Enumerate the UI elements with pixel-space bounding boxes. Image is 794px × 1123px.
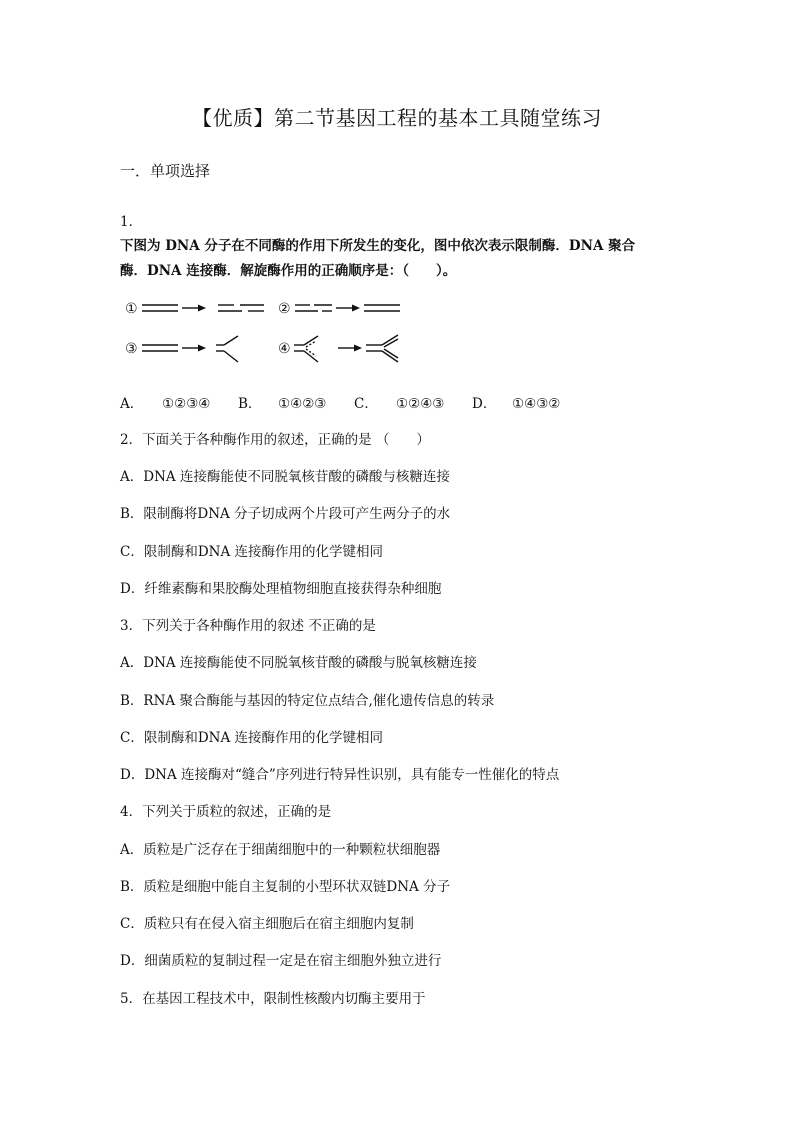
question-2-option-c: C．限制酶和DNA 连接酶作用的化学键相同 <box>120 544 384 560</box>
question-5-stem: 5．在基因工程技术中，限制性核酸内切酶主要用于 <box>120 991 426 1007</box>
option-b-text: ①④②③ <box>278 396 327 412</box>
option-d-letter: D． <box>472 396 497 412</box>
question-3-option-a: A．DNA 连接酶能使不同脱氧核苷酸的磷酸与脱氧核糖连接 <box>120 655 477 671</box>
question-4-option-a: A．质粒是广泛存在于细菌细胞中的一种颗粒状细胞器 <box>120 842 441 858</box>
option-c-letter: C． <box>354 396 378 412</box>
diagram-2-strands <box>295 305 400 311</box>
question-1-number: 1． <box>120 214 143 230</box>
question-4-option-d: D．细菌质粒的复制过程一定是在宿主细胞外独立进行 <box>120 953 442 969</box>
diagram-2-arrow-icon <box>352 305 360 312</box>
question-2-option-b: B．限制酶将DNA 分子切成两个片段可产生两分子的水 <box>120 506 451 522</box>
diagram-label-2: ② <box>278 301 291 317</box>
question-3-option-b: B．RNA 聚合酶能与基因的特定位点结合,催化遗传信息的转录 <box>120 693 495 709</box>
diagram-4-arrow-icon <box>354 345 362 352</box>
question-3-option-c: C．限制酶和DNA 连接酶作用的化学键相同 <box>120 730 384 746</box>
question-4-option-b: B．质粒是细胞中能自主复制的小型环状双链DNA 分子 <box>120 879 451 895</box>
section-heading: 一．单项选择 <box>120 162 211 180</box>
dna-enzyme-diagram <box>120 292 420 372</box>
option-a-text: ①②③④ <box>162 396 211 412</box>
diagram-1-arrow-icon <box>198 305 206 312</box>
diagram-label-1: ① <box>125 301 138 317</box>
option-a-letter: A． <box>120 396 144 412</box>
diagram-3-strands <box>142 336 238 362</box>
diagram-label-4: ④ <box>278 341 291 357</box>
question-4-option-c: C．质粒只有在侵入宿主细胞后在宿主细胞内复制 <box>120 916 414 932</box>
question-1-stem-line1: 下图为 DNA 分子在不同酶的作用下所发生的变化，图中依次表示限制酶．DNA 聚合 <box>120 238 636 254</box>
option-d-text: ①④③② <box>512 396 561 412</box>
question-2-option-d: D．纤维素酶和果胶酶处理植物细胞直接获得杂种细胞 <box>120 581 442 597</box>
diagram-4-strands <box>294 335 398 362</box>
option-c-text: ①②④③ <box>396 396 445 412</box>
question-1-stem-line2: 酶．DNA 连接酶．解旋酶作用的正确顺序是：（ ）。 <box>120 263 457 279</box>
page-title: 【优质】第二节基因工程的基本工具随堂练习 <box>192 106 602 130</box>
question-3-stem: 3．下列关于各种酶作用的叙述 不正确的是 <box>120 618 376 634</box>
diagram-label-3: ③ <box>125 341 138 357</box>
option-b-letter: B． <box>238 396 262 412</box>
question-2-stem: 2．下面关于各种酶作用的叙述，正确的是 （ ） <box>120 432 430 448</box>
question-4-stem: 4．下列关于质粒的叙述，正确的是 <box>120 804 332 820</box>
question-3-option-d: D．DNA 连接酶对“缝合”序列进行特异性识别，具有能专一性催化的特点 <box>120 767 560 783</box>
question-1-options <box>120 392 560 412</box>
question-2-option-a: A．DNA 连接酶能使不同脱氧核苷酸的磷酸与核糖连接 <box>120 469 450 485</box>
diagram-3-arrow-icon <box>198 345 206 352</box>
